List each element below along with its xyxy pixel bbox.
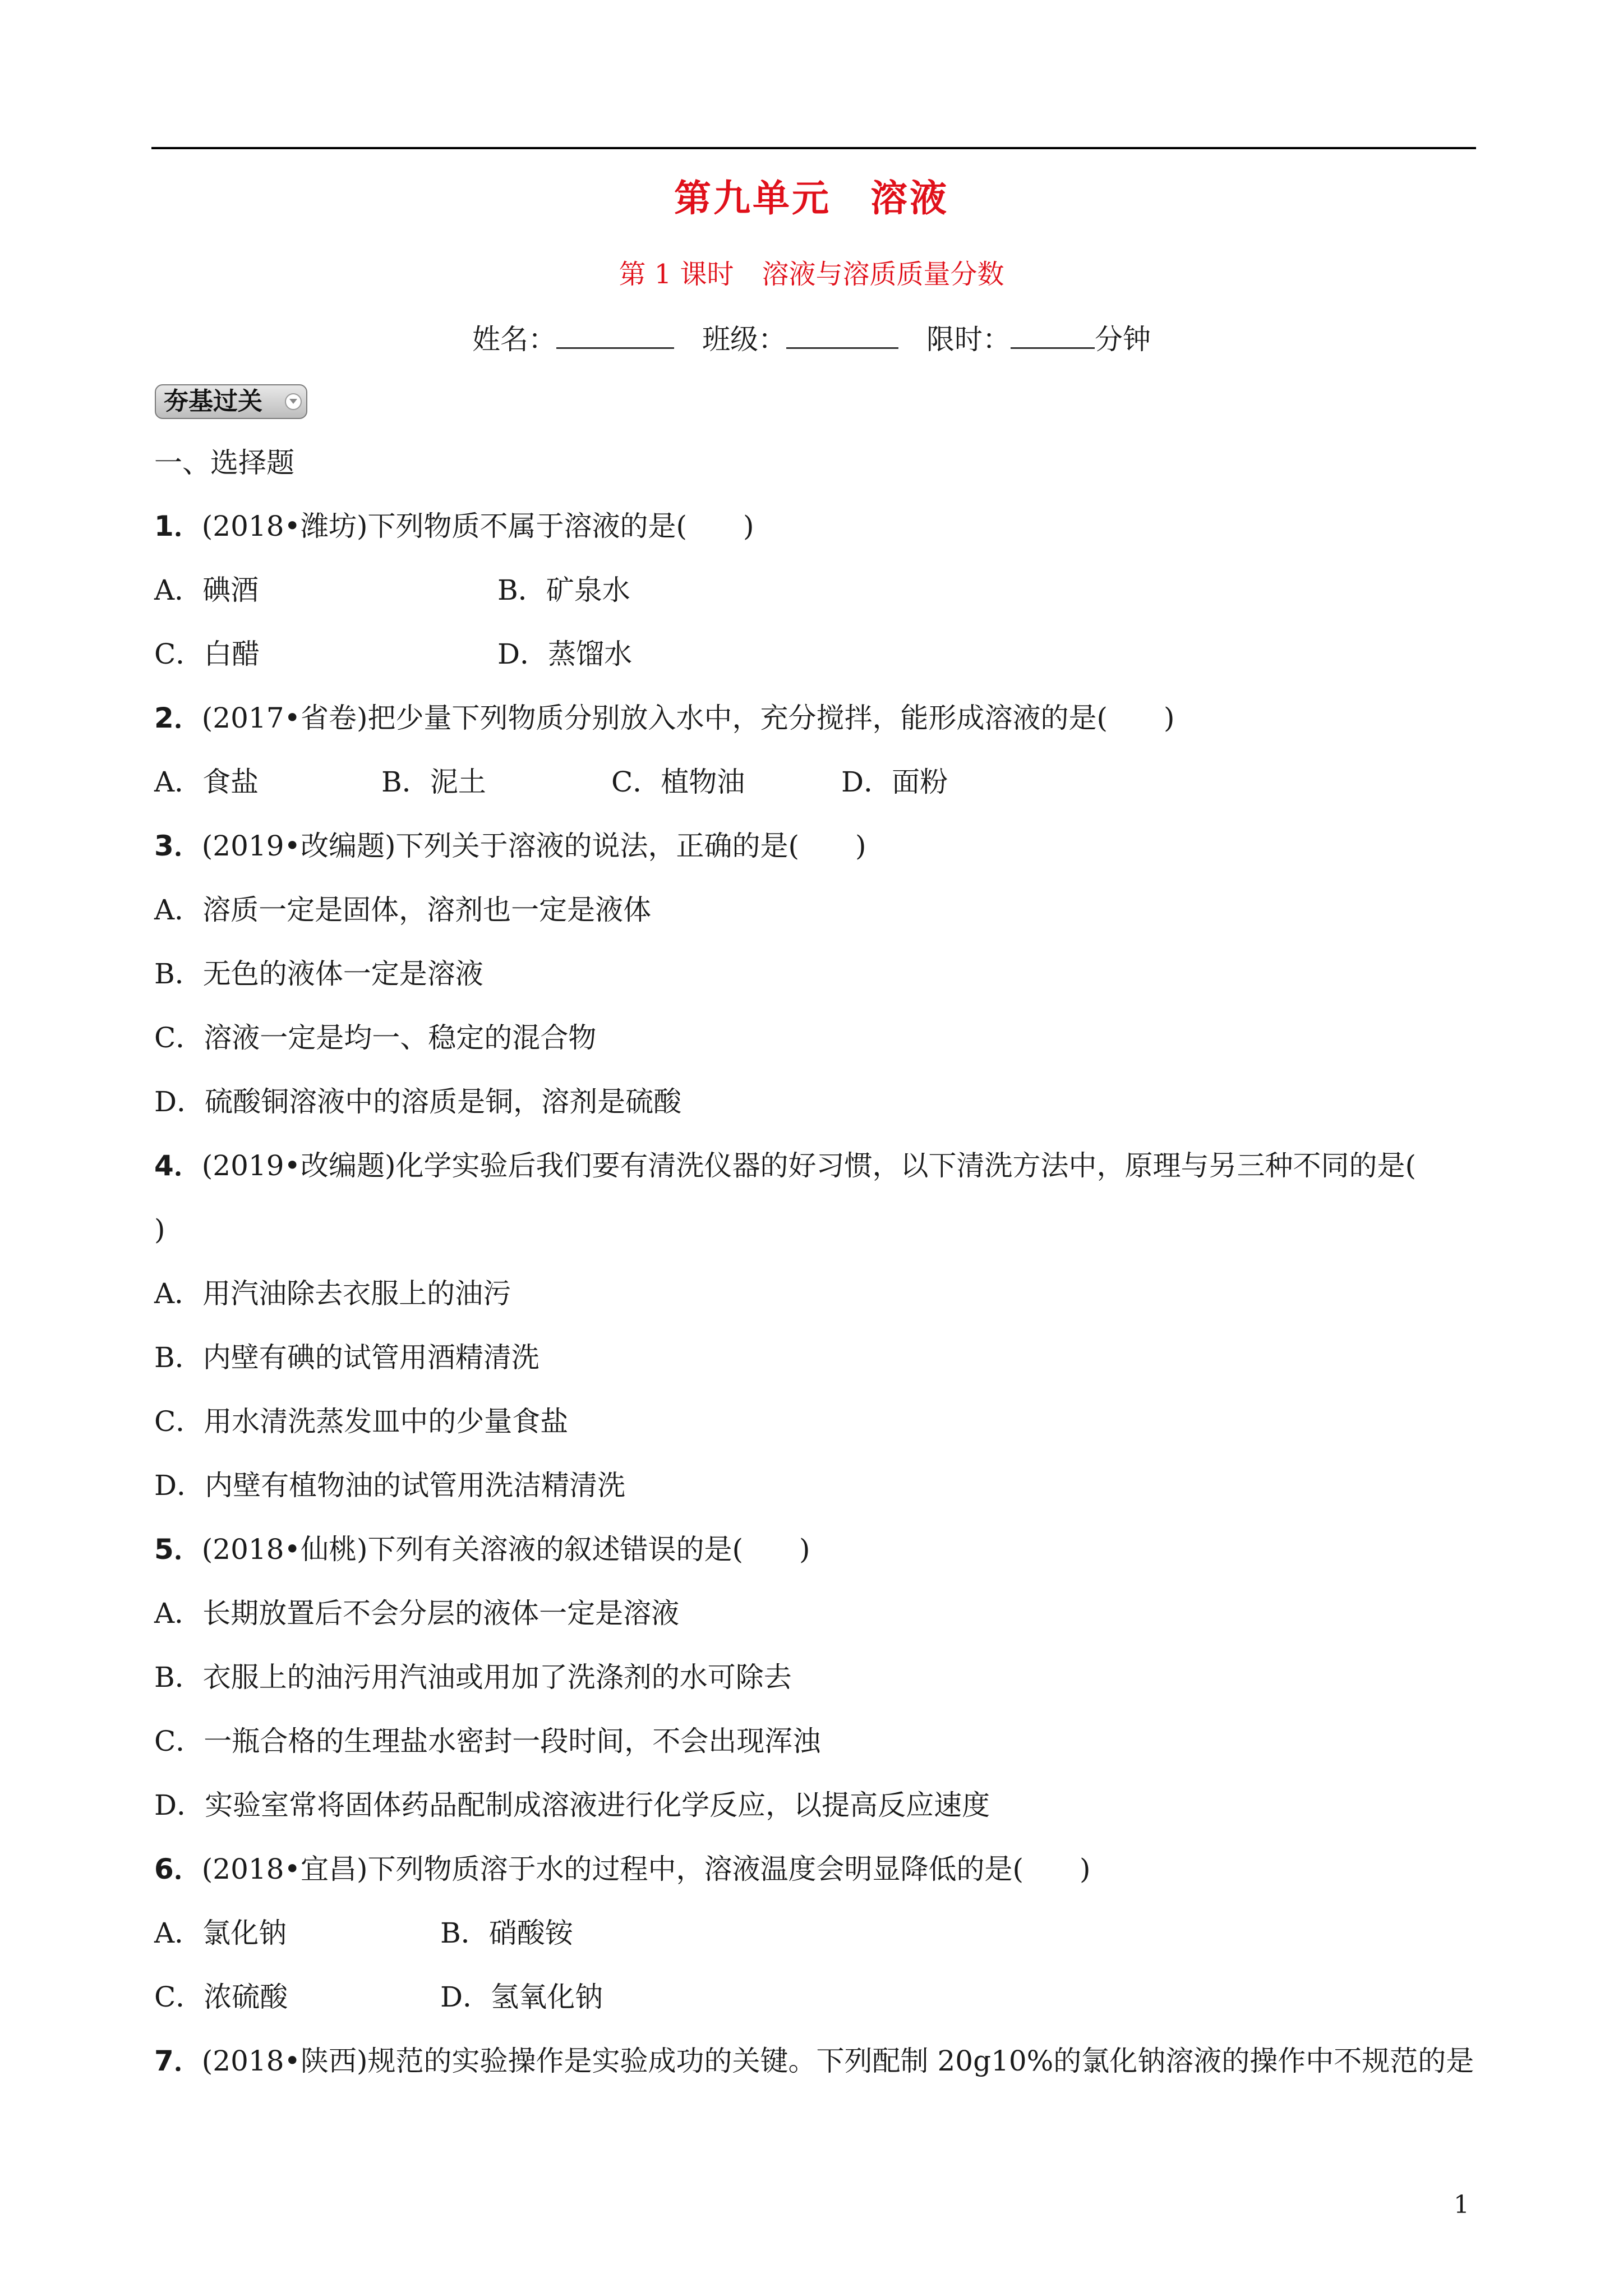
question-number: 3．: [154, 830, 202, 862]
question-text: (2018•潍坊)下列物质不属于溶液的是( ): [201, 510, 754, 542]
option: A．食盐: [154, 766, 259, 798]
option: A．碘酒: [154, 574, 259, 606]
option: B．硝酸铵: [440, 1917, 573, 1949]
question-number: 7．: [154, 2045, 202, 2077]
class-label: 班级：: [702, 323, 786, 356]
question-5: [154, 1533, 810, 1566]
question-text: (2018•陕西)规范的实验操作是实验成功的关键。下列配制 20g10%的氯化钠溶液的操作中不规范的是: [201, 2045, 1474, 2077]
time-unit: 分钟: [1095, 323, 1151, 356]
question-text: (2018•仙桃)下列有关溶液的叙述错误的是( ): [201, 1533, 810, 1566]
unit-topic-text: 溶液: [870, 177, 949, 220]
section-badge: [155, 384, 307, 419]
option: A．用汽油除去衣服上的油污: [154, 1277, 511, 1310]
question-text: (2019•改编题)化学实验后我们要有清洗仪器的好习惯，以下清洗方法中，原理与另三种不同的是(: [201, 1149, 1417, 1182]
student-info-line: [0, 317, 1623, 357]
option: C．溶液一定是均一、稳定的混合物: [154, 1022, 597, 1054]
question-number: 4．: [154, 1149, 202, 1182]
question-number: 2．: [154, 702, 202, 734]
badge-label: 夯基过关: [164, 387, 262, 416]
unit-title-text: 第九单元: [674, 177, 831, 220]
option: D．面粉: [841, 766, 948, 798]
question-6: [154, 1852, 1091, 1886]
section-heading: 一、选择题: [154, 447, 294, 479]
question-3: [154, 829, 866, 863]
time-blank[interactable]: [1011, 323, 1095, 349]
option: D．内壁有植物油的试管用洗洁精清洗: [154, 1469, 626, 1502]
option: A．长期放置后不会分层的液体一定是溶液: [154, 1597, 680, 1630]
question-1: [154, 509, 754, 543]
option: D．硫酸铜溶液中的溶质是铜，溶剂是硫酸: [154, 1085, 682, 1118]
option: D．蒸馏水: [497, 638, 633, 670]
time-label: 限时：: [926, 323, 1011, 356]
option: B．泥土: [381, 766, 486, 798]
down-arrow-icon: [285, 393, 302, 410]
option: C．浓硫酸: [154, 1981, 288, 2013]
question-number: 1．: [154, 510, 202, 542]
option: A．溶质一定是固体，溶剂也一定是液体: [154, 894, 652, 926]
question-7: [154, 2044, 1474, 2078]
question-text: (2018•宜昌)下列物质溶于水的过程中，溶液温度会明显降低的是( ): [201, 1853, 1091, 1885]
option: C．植物油: [611, 766, 745, 798]
option: D．氢氧化钠: [440, 1981, 603, 2013]
header-rule: [151, 147, 1476, 149]
question-text: (2019•改编题)下列关于溶液的说法，正确的是( ): [201, 830, 866, 862]
page-number: 1: [1454, 2191, 1469, 2219]
option: C．白醋: [154, 638, 260, 670]
question-4-continued: ): [154, 1213, 165, 1246]
option: C．一瓶合格的生理盐水密封一段时间，不会出现浑浊: [154, 1725, 821, 1757]
class-blank[interactable]: [786, 323, 898, 349]
question-text: (2017•省卷)把少量下列物质分别放入水中，充分搅拌，能形成溶液的是( ): [201, 702, 1175, 734]
question-number: 6．: [154, 1853, 202, 1885]
question-4: [154, 1149, 1416, 1182]
name-label: 姓名：: [472, 323, 556, 356]
option: B．内壁有碘的试管用酒精清洗: [154, 1341, 540, 1374]
option: A．氯化钠: [154, 1917, 287, 1949]
option: B．衣服上的油污用汽油或用加了洗涤剂的水可除去: [154, 1661, 792, 1694]
lesson-number: 第 1 课时: [619, 259, 734, 290]
option: B．无色的液体一定是溶液: [154, 958, 483, 990]
name-blank[interactable]: [556, 323, 674, 349]
unit-title: [0, 168, 1623, 222]
option: D．实验室常将固体药品配制成溶液进行化学反应，以提高反应速度: [154, 1789, 990, 1821]
question-2: [154, 701, 1175, 735]
question-number: 5．: [154, 1533, 202, 1566]
lesson-subtitle: [0, 252, 1623, 291]
option: B．矿泉水: [497, 574, 630, 606]
lesson-topic: 溶液与溶质质量分数: [762, 259, 1004, 290]
option: C．用水清洗蒸发皿中的少量食盐: [154, 1405, 569, 1438]
